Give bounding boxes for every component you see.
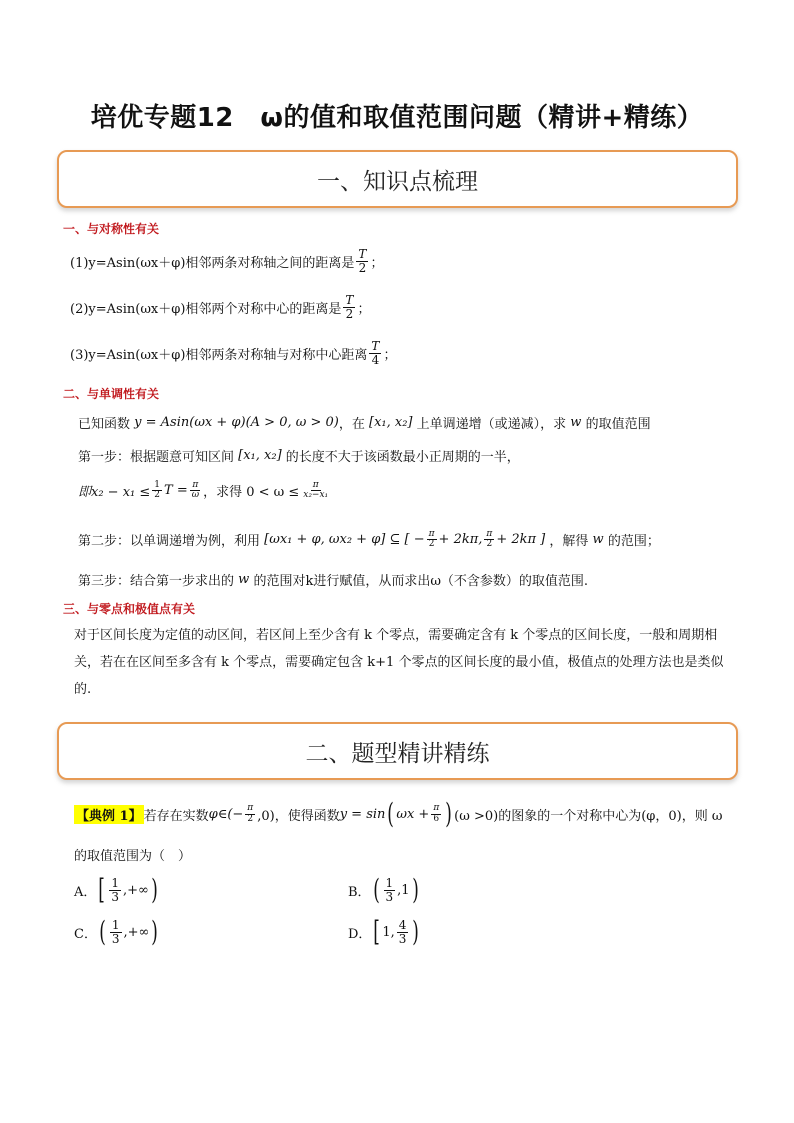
- fraction-t-2: $\frac{T}{2}$: [345, 293, 354, 321]
- fraction-t-2: $\frac{T}{2}$: [358, 247, 367, 275]
- monotonic-step-1: 第一步：根据题意可知区间 [x₁, x₂] 的长度不大于该函数最小正周期的一半，: [78, 448, 520, 465]
- monotonic-step-3: 第三步：结合第一步求出的 w 的范围对k进行赋值，从而求出ω（不含参数）的取值范围.: [78, 572, 589, 589]
- monotonic-step-2: 第二步：以单调递增为例，利用 [ωx₁ + φ, ωx₂ + φ] ⊆ [ − $\frac{\pi}{2}$ + 2kπ, $\frac{\pi}{2}$ + 2kπ ] ，解得 w 的范围；: [78, 529, 660, 550]
- example-tag: 【典例 1】: [74, 805, 144, 824]
- heading-zeros-extrema: 三、与零点和极值点有关: [63, 602, 196, 616]
- monotonic-intro: 已知函数 y = Asin(ωx + φ)(A > 0, ω > 0) ，在 [x₁, x₂] 上单调递增（或递减），求 w 的取值范围: [78, 415, 651, 432]
- example-1-stem: 【典例 1】 若存在实数 φ∈(− $\frac{\pi}{2}$ ,0)，使得函数 y = sin ( ωx + $\frac{\pi}{6}$ ) (ω >0)的图象的一个对称中心为(φ，0)，则 ω: [76, 797, 723, 830]
- example-1-stem-cont: 的取值范围为（ ）: [74, 849, 192, 864]
- monotonic-inequality: 即x₂ − x₁ ≤ $\frac{1}{2}$ T = $\frac{\pi}{\omega}$ ，求得 0 < ω ≤ $\frac{\pi}{\text{x₂−x₁}}$: [78, 480, 329, 501]
- symmetry-line-1: (1)y=Asin(ωx＋φ)相邻两条对称轴之间的距离是 $\frac{T}{2}$ ；: [70, 247, 384, 275]
- option-b[interactable]: B． ( $\frac{1}{3}$ ,1 ): [348, 873, 419, 906]
- symmetry-line-2: (2)y=Asin(ωx＋φ)相邻两个对称中心的距离是 $\frac{T}{2}$ ；: [70, 293, 371, 321]
- fraction-t-4: $\frac{T}{4}$: [371, 339, 380, 367]
- symmetry-line-3: (3)y=Asin(ωx＋φ)相邻两条对称轴与对称中心距离 $\frac{T}{4}$ ；: [70, 339, 397, 367]
- option-d[interactable]: D． [ 1, $\frac{4}{3}$ ): [348, 915, 420, 948]
- section-banner-knowledge: 一、知识点梳理: [57, 150, 738, 208]
- zeros-paragraph: 对于区间长度为定值的动区间，若区间上至少含有 k 个零点，需要确定含有 k 个零点的区间长度，一般和周期相关，若在在区间至多含有 k 个零点，需要确定包含 k+1 个零点的区间长度的最小值，极值点的处理方法也是类似的.: [74, 628, 724, 697]
- section-banner-examples: 二、题型精讲精练: [57, 722, 738, 780]
- heading-monotonicity: 二、与单调性有关: [63, 387, 160, 401]
- page-title: 培优专题12 ω的值和取值范围问题（精讲+精练）: [90, 103, 704, 133]
- option-c[interactable]: C． ( $\frac{1}{3}$ ,+∞ ): [74, 915, 159, 948]
- heading-symmetry: 一、与对称性有关: [63, 222, 160, 236]
- option-a[interactable]: A． [ $\frac{1}{3}$ ,+∞ ): [74, 873, 158, 906]
